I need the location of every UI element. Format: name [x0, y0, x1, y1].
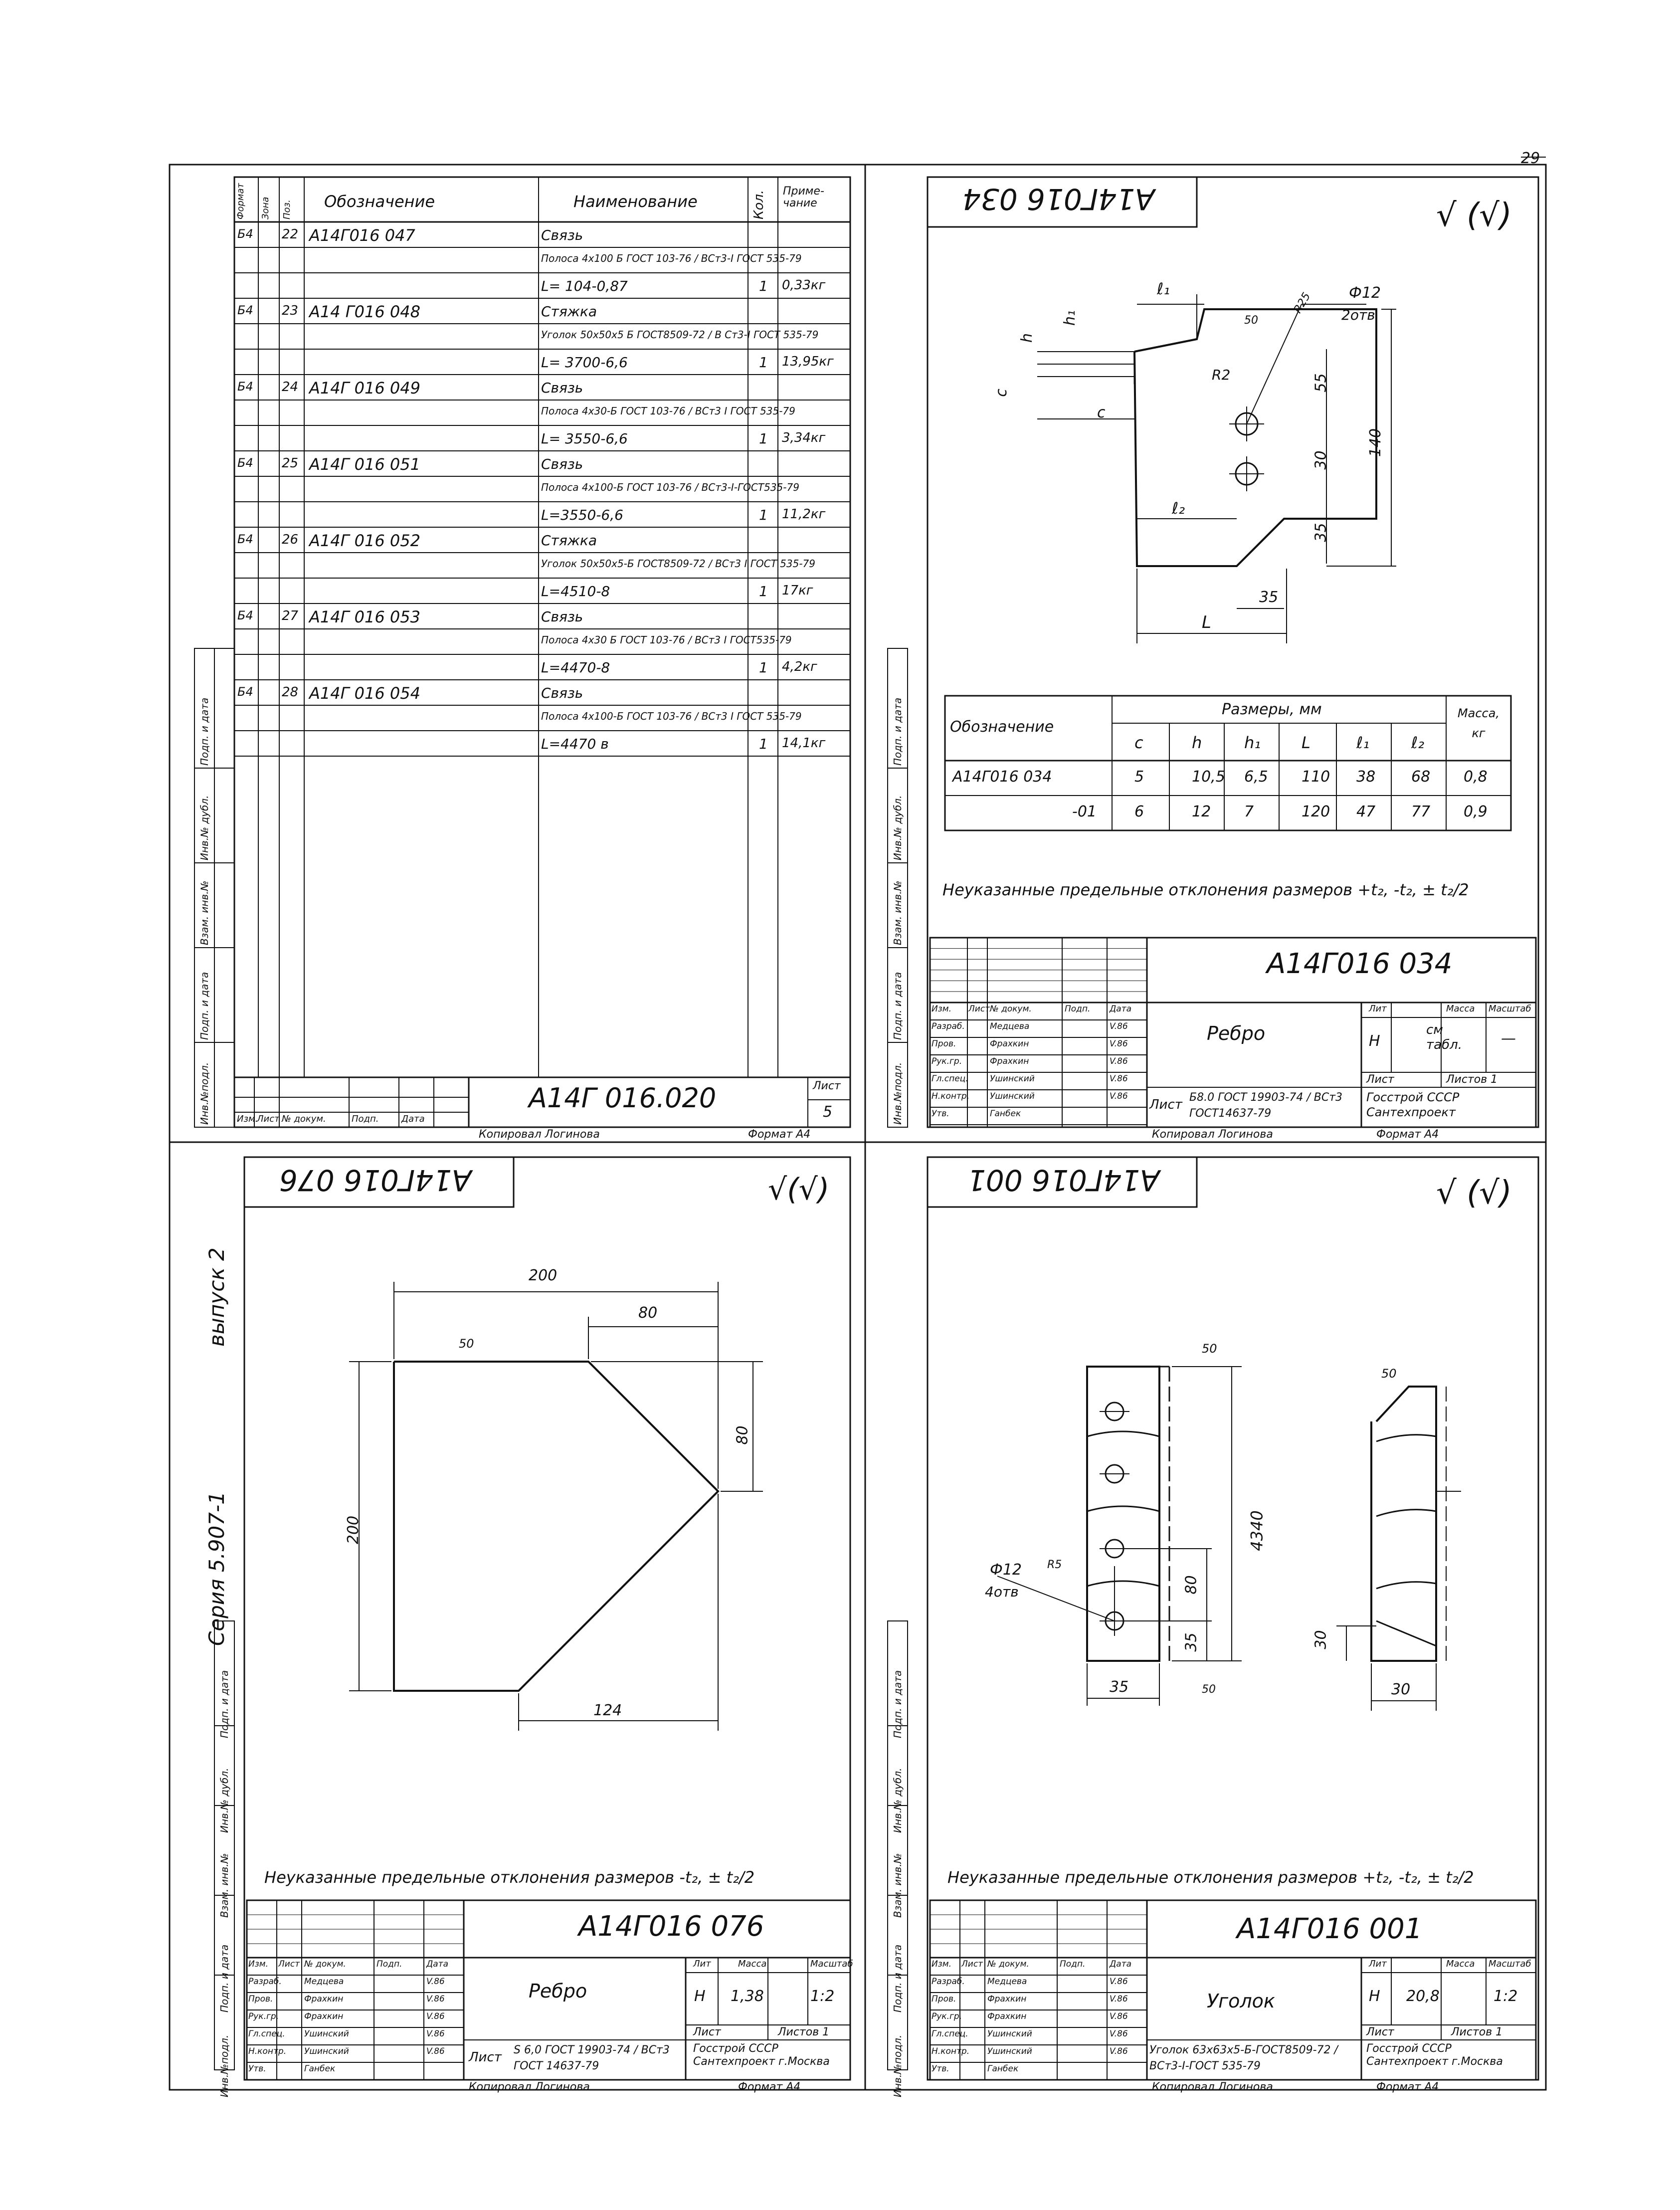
title-block-cell: Изм.	[932, 1004, 951, 1014]
dim-076-top: 200	[529, 1267, 558, 1284]
spec-header-format: Формат	[235, 183, 246, 219]
sheet-034-tolerance-note: Неуказанные предельные отклонения размеров +t₂, -t₂, ± t₂/2	[942, 880, 1469, 899]
spec-cell-format: Б4	[237, 380, 253, 394]
spec-cell-name: Связь	[541, 227, 583, 243]
size-table-col-header: c	[1134, 733, 1143, 752]
sheet-076-tolerance-note: Неуказанные предельные отклонения размеров -t₂, ± t₂/2	[264, 1868, 755, 1887]
spec-cell-qty: 1	[759, 278, 768, 294]
title-block-cell: Лист	[968, 1004, 990, 1014]
title-block-cell: Фрахкин	[990, 1056, 1029, 1066]
size-table-designation: А14Г016 034	[952, 768, 1052, 786]
sheet-001-copied-by: Копировал Логинова	[1152, 2081, 1273, 2093]
spec-cell-qty: 1	[759, 507, 768, 523]
title-block-cell: Медцева	[987, 1977, 1027, 1987]
sheet-076-mirrored-code: А14Г016 076	[279, 1163, 472, 1197]
title-block-cell: № докум.	[304, 1959, 346, 1969]
sheet-076-mass: 1,38	[731, 1988, 764, 2005]
dim-c-top: c	[992, 389, 1010, 397]
binding-label: Подп. и дата	[198, 972, 210, 1040]
spec-format: Формат А4	[748, 1128, 811, 1141]
dim-h1: h₁	[1061, 310, 1079, 326]
size-table-cell: 7	[1244, 803, 1254, 820]
spec-cell-note: 17кг	[782, 583, 813, 598]
title-block-cell: Изм.	[248, 1959, 268, 1969]
sheet-001-mirrored-code: А14Г016 001	[967, 1163, 1160, 1197]
title-block-cell: V.86	[1110, 1977, 1128, 1987]
dim-001-r50-side: 50	[1381, 1367, 1397, 1381]
issue-label: выпуск 2	[204, 1247, 229, 1347]
title-block-cell: V.86	[1110, 1039, 1128, 1049]
title-block-cell: V.86	[1110, 1021, 1128, 1031]
spec-header-note: Приме-чание	[783, 185, 824, 209]
sheet-076-sheet-word: Лист	[469, 2050, 502, 2065]
spec-cell-name: L=4470-8	[541, 659, 610, 676]
size-table-cell: 6,5	[1244, 768, 1268, 786]
sheet-076-part-name: Ребро	[529, 1980, 587, 2002]
size-table-mass: 0,9	[1464, 803, 1488, 820]
dim-140: 140	[1367, 428, 1385, 457]
title-block-cell: V.86	[1110, 2011, 1128, 2021]
sheet-001-format: Формат А4	[1376, 2081, 1439, 2093]
sheet-034-material: Б8.0 ГОСТ 19903-74 / ВСт3 ГОСТ14637-79	[1189, 1091, 1343, 1120]
title-block-cell: Ушинский	[304, 2046, 349, 2056]
dim-r2: R2	[1212, 367, 1231, 383]
title-block-cell: Дата	[1110, 1004, 1132, 1014]
dim-35-horiz: 35	[1259, 589, 1279, 606]
title-block-cell: V.86	[426, 2011, 445, 2021]
spec-cell-designation: А14Г 016 054	[309, 684, 420, 703]
title-block-cell: V.86	[426, 2029, 445, 2039]
dim-001-hole: Ф12	[990, 1561, 1022, 1579]
title-block-cell: Медцева	[304, 1977, 344, 1987]
spec-cell-note: 4,2кг	[782, 659, 817, 674]
sheet-076-title-code: А14Г016 076	[578, 1910, 764, 1943]
title-block-cell: V.86	[1110, 1056, 1128, 1066]
title-block-cell: Подп.	[376, 1959, 402, 1969]
spec-cell-designation: А14 Г016 048	[309, 302, 420, 321]
spec-cell-designation: А14Г 016 053	[309, 607, 420, 626]
spec-cell-note: 11,2кг	[782, 507, 826, 522]
size-table-cell: 77	[1411, 803, 1431, 820]
title-block-cell: Изм.	[932, 1959, 951, 1969]
spec-cell-name: L=4470 в	[541, 736, 609, 752]
size-table-h-mass: Масса, кг	[1457, 706, 1500, 740]
size-table-h-designation: Обозначение	[950, 718, 1054, 736]
title-block-cell: Медцева	[990, 1021, 1030, 1031]
title-block-cell: Н.контр.	[932, 1091, 970, 1101]
series-label: Серия 5.907-1	[204, 1491, 229, 1646]
dim-001-flange: 30	[1312, 1630, 1330, 1649]
title-block-cell: № докум.	[987, 1959, 1029, 1969]
sheet-001-scale: 1:2	[1493, 1988, 1518, 2005]
dim-001-step: 80	[1182, 1575, 1200, 1595]
binding-label: Инв.№ дубл.	[218, 1768, 230, 1833]
binding-label: Подп. и дата	[892, 1670, 904, 1738]
dim-L: L	[1202, 612, 1211, 632]
spec-stamp-col: № докум.	[282, 1114, 326, 1124]
title-block-cell: Ганбек	[990, 1109, 1021, 1119]
title-block-cell: Фрахкин	[304, 1994, 344, 2004]
dim-l2: ℓ₂	[1172, 499, 1185, 518]
size-table-cell: 120	[1302, 803, 1330, 820]
title-block-cell: Ушинский	[987, 2046, 1032, 2056]
sheet-001-part-name: Уголок	[1207, 1990, 1275, 2012]
spec-cell-qty: 1	[759, 583, 768, 600]
spec-header-designation: Обозначение	[324, 192, 435, 211]
size-table-h-sizes: Размеры, мм	[1222, 701, 1322, 718]
spec-stamp-col: Изм.	[237, 1114, 258, 1124]
spec-copied-by: Копировал Логинова	[479, 1128, 600, 1141]
dim-55: 55	[1312, 373, 1330, 393]
sheet-076-org: Госстрой СССР Сантехпроект г.Москва	[693, 2042, 830, 2068]
dim-001-flange2: 30	[1391, 1681, 1411, 1698]
spec-cell-designation: А14Г016 047	[309, 226, 415, 245]
spec-cell-name: L= 3700-6,6	[541, 354, 628, 371]
sheet-076-format: Формат А4	[738, 2081, 801, 2093]
binding-label: Подп. и дата	[218, 1944, 230, 2012]
dim-001-holes: 4отв	[985, 1584, 1019, 1600]
title-block-cell: V.86	[426, 1994, 445, 2004]
dim-076-r50: 50	[459, 1337, 474, 1351]
dim-holes: 2отв	[1341, 307, 1375, 323]
spec-header-name: Наименование	[573, 192, 698, 211]
spec-cell-note: 13,95кг	[782, 354, 834, 369]
size-table-cell: 12	[1192, 803, 1211, 820]
title-block-cell: Разраб.	[932, 1021, 965, 1031]
dim-076-side: 80	[734, 1425, 751, 1445]
spec-stamp-col: Лист	[257, 1114, 280, 1124]
spec-stamp-col: Подп.	[352, 1114, 379, 1124]
dim-001-r50-top: 50	[1202, 1342, 1217, 1356]
sheet-001-hdr-scale: Масштаб	[1489, 1959, 1531, 1969]
sheet-076-scale: 1:2	[810, 1988, 835, 2005]
title-block-cell: Ушинский	[304, 2029, 349, 2039]
spec-cell-name: Связь	[541, 685, 583, 701]
sheet-034-roughness-icon: √ (√)	[1436, 197, 1512, 234]
spec-cell-name: Стяжка	[541, 303, 597, 320]
title-block-cell: Утв.	[932, 2064, 949, 2074]
spec-cell-format: Б4	[237, 303, 253, 317]
title-block-cell: № докум.	[990, 1004, 1032, 1014]
title-block-cell: Рук.гр.	[932, 2011, 962, 2021]
sheet-076-sheet-label: Лист	[693, 2026, 721, 2038]
dim-35-vert: 35	[1312, 523, 1330, 542]
binding-label: Взам. инв.№	[892, 880, 904, 945]
title-block-cell: Пров.	[932, 1994, 956, 2004]
title-block-cell: Фрахкин	[987, 2011, 1027, 2021]
binding-label: Взам. инв.№	[218, 1853, 230, 1918]
sheet-034-scale: —	[1501, 1030, 1516, 1047]
spec-cell-qty: 1	[759, 736, 768, 752]
title-block-cell: Дата	[426, 1959, 449, 1969]
sheet-001-tolerance-note: Неуказанные предельные отклонения размеров +t₂, -t₂, ± t₂/2	[947, 1868, 1474, 1887]
spec-cell-pos: 25	[282, 456, 299, 471]
sheet-076-material: S 6,0 ГОСТ 19903-74 / ВСт3 ГОСТ 14637-79	[514, 2044, 670, 2072]
size-table-col-header: ℓ₁	[1356, 733, 1370, 752]
size-table-cell: 10,5	[1192, 768, 1225, 786]
spec-cell-note: 3,34кг	[782, 430, 826, 445]
binding-label: Взам. инв.№	[198, 880, 210, 945]
binding-label: Подп. и дата	[892, 697, 904, 766]
title-block-cell: Фрахкин	[987, 1994, 1027, 2004]
sheet-076-copied-by: Копировал Логинова	[469, 2081, 590, 2093]
sheet-076-hdr-lit: Лит	[693, 1959, 711, 1969]
size-table-mass: 0,8	[1464, 768, 1488, 786]
sheet-034-sheet-word: Лист	[1149, 1097, 1182, 1112]
dim-l1: ℓ₁	[1157, 279, 1170, 298]
sheet-034-sheet-label: Лист	[1366, 1073, 1394, 1086]
binding-label: Инв.№ дубл.	[892, 1768, 904, 1833]
spec-cell-format: Б4	[237, 227, 253, 241]
sheet-034-mirrored-code: А14Г016 034	[962, 182, 1155, 216]
sheet-001-roughness-icon: √ (√)	[1436, 1175, 1512, 1211]
dim-076-bottom: 124	[593, 1702, 622, 1719]
size-table-designation: -01	[1072, 803, 1097, 820]
sheet-076-roughness-icon: √(√)	[768, 1172, 830, 1207]
sheet-034-hdr-mass: Масса	[1446, 1004, 1475, 1014]
title-block-cell: V.86	[1110, 2046, 1128, 2056]
spec-cell-name: Полоса 4х100 Б ГОСТ 103-76 / ВСт3-I ГОСТ 535-79	[541, 252, 802, 264]
spec-cell-pos: 28	[282, 685, 299, 700]
spec-cell-qty: 1	[759, 659, 768, 676]
binding-label: Инв.№подл.	[892, 1062, 904, 1125]
spec-cell-format: Б4	[237, 532, 253, 546]
sheet-001-title-code: А14Г016 001	[1237, 1913, 1423, 1945]
spec-header-zone: Зона	[260, 197, 271, 219]
title-block-cell: Ушинский	[990, 1091, 1035, 1101]
spec-cell-qty: 1	[759, 430, 768, 447]
title-block-cell: V.86	[1110, 2029, 1128, 2039]
spec-footer-code: А14Г 016.020	[529, 1082, 717, 1114]
sheet-034-title-code: А14Г016 034	[1267, 948, 1453, 980]
title-block-cell: V.86	[426, 2046, 445, 2056]
sheet-001-org: Госстрой СССР Сантехпроект г.Москва	[1366, 2042, 1503, 2068]
spec-cell-designation: А14Г 016 051	[309, 455, 420, 474]
size-table-cell: 68	[1411, 768, 1431, 786]
dim-30: 30	[1312, 450, 1330, 470]
title-block-cell: Н.контр.	[932, 2046, 970, 2056]
spec-cell-pos: 22	[282, 227, 299, 242]
sheet-076-sheets: Листов 1	[778, 2026, 830, 2038]
sheet-001-hdr-lit: Лит	[1369, 1959, 1387, 1969]
title-block-cell: Подп.	[1065, 1004, 1091, 1014]
size-table-col-header: h	[1192, 733, 1202, 752]
title-block-cell: Утв.	[248, 2064, 266, 2074]
binding-label: Инв.№подл.	[892, 2034, 904, 2097]
sheet-034-org: Госстрой СССР Сантехпроект	[1366, 1090, 1460, 1119]
title-block-cell: Фрахкин	[990, 1039, 1029, 1049]
binding-label: Подп. и дата	[892, 972, 904, 1040]
title-block-cell: Лист	[278, 1959, 300, 1969]
spec-cell-designation: А14Г 016 052	[309, 531, 420, 550]
spec-cell-designation: А14Г 016 049	[309, 379, 420, 398]
binding-label: Инв.№подл.	[218, 2034, 230, 2097]
sheet-001-lit: Н	[1369, 1988, 1380, 2005]
title-block-cell: Ганбек	[987, 2064, 1019, 2074]
title-block-cell: V.86	[1110, 1091, 1128, 1101]
binding-label: Подп. и дата	[198, 697, 210, 766]
sheet-001-mass: 20,8	[1406, 1988, 1440, 2005]
title-block-cell: Гл.спец.	[248, 2029, 285, 2039]
sheet-034-sheets: Листов 1	[1446, 1073, 1498, 1086]
dim-r50: 50	[1244, 314, 1258, 327]
title-block-cell: Гл.спец.	[932, 2029, 968, 2039]
sheet-034-hdr-scale: Масштаб	[1489, 1004, 1531, 1014]
binding-label: Инв.№подл.	[198, 1062, 210, 1125]
dim-001-r50-bottom: 50	[1202, 1683, 1216, 1696]
sheet-034-hdr-lit: Лит	[1369, 1004, 1387, 1014]
sheet-076-lit: Н	[694, 1988, 706, 2005]
spec-cell-name: L= 3550-6,6	[541, 430, 628, 447]
title-block-cell: Подп.	[1060, 1959, 1086, 1969]
spec-cell-note: 14,1кг	[782, 736, 826, 751]
size-table-col-header: L	[1302, 733, 1310, 752]
spec-cell-name: Связь	[541, 456, 583, 472]
spec-header-qty: Кол.	[751, 190, 766, 219]
binding-label: Инв.№ дубл.	[892, 795, 904, 860]
sheet-034-mass: см табл.	[1426, 1022, 1462, 1052]
title-block-cell: Фрахкин	[304, 2011, 344, 2021]
spec-cell-name: Связь	[541, 380, 583, 396]
title-block-cell: Ганбек	[304, 2064, 336, 2074]
title-block-cell: V.86	[1110, 1074, 1128, 1084]
dim-076-cut: 80	[638, 1304, 658, 1322]
dim-001-length: 4340	[1247, 1510, 1267, 1551]
size-table-col-header: h₁	[1244, 733, 1261, 752]
title-block-cell: Пров.	[932, 1039, 956, 1049]
spec-cell-name: Полоса 4х30-Б ГОСТ 103-76 / ВСт3 I ГОСТ 535-79	[541, 405, 795, 417]
spec-cell-pos: 24	[282, 380, 299, 395]
title-block-cell: Разраб.	[248, 1977, 282, 1987]
title-block-cell: Н.контр.	[248, 2046, 287, 2056]
title-block-cell: Гл.спец.	[932, 1074, 968, 1084]
spec-cell-pos: 27	[282, 608, 299, 623]
dim-hole: Ф12	[1349, 284, 1381, 302]
size-table-cell: 47	[1356, 803, 1376, 820]
spec-cell-name: Полоса 4х100-Б ГОСТ 103-76 / ВСт3-I-ГОСТ535-79	[541, 481, 799, 493]
sheet-034-format: Формат А4	[1376, 1128, 1439, 1141]
binding-label: Взам. инв.№	[892, 1853, 904, 1918]
spec-cell-qty: 1	[759, 354, 768, 371]
spec-cell-name: Полоса 4х100-Б ГОСТ 103-76 / ВСт3 I ГОСТ 535-79	[541, 710, 802, 722]
dim-001-r25: R5	[1047, 1559, 1062, 1571]
title-block-cell: Лист	[961, 1959, 983, 1969]
spec-cell-name: Уголок 50х50х5 Б ГОСТ8509-72 / В Ст3-I ГОСТ 535-79	[541, 329, 819, 341]
dim-r25: R25	[1291, 290, 1313, 316]
spec-cell-format: Б4	[237, 685, 253, 699]
size-table-cell: 6	[1134, 803, 1144, 820]
title-block-cell: V.86	[426, 1977, 445, 1987]
spec-cell-format: Б4	[237, 456, 253, 470]
sheet-034-copied-by: Копировал Логинова	[1152, 1128, 1273, 1141]
dim-001-end: 35	[1182, 1632, 1200, 1652]
dim-076-height: 200	[345, 1515, 363, 1545]
spec-cell-pos: 26	[282, 532, 299, 547]
binding-label: Инв.№ дубл.	[198, 795, 210, 860]
spec-cell-name: Уголок 50х50х5-Б ГОСТ8509-72 / ВСт3 I ГОСТ 535-79	[541, 558, 815, 570]
size-table-cell: 38	[1356, 768, 1376, 786]
binding-label: Подп. и дата	[892, 1944, 904, 2012]
sheet-001-sheet-label: Лист	[1366, 2026, 1394, 2038]
spec-cell-name: Стяжка	[541, 532, 597, 549]
size-table-col-header: ℓ₂	[1411, 733, 1425, 752]
sheet-076-hdr-scale: Масштаб	[810, 1959, 853, 1969]
sheet-001-material: Уголок 63х63х5-Б-ГОСТ8509-72 / ВСт3-I-ГОСТ 535-79	[1149, 2044, 1338, 2072]
spec-cell-name: Связь	[541, 608, 583, 625]
page-number: 29	[1521, 150, 1540, 167]
dim-001-width: 35	[1110, 1678, 1129, 1696]
spec-cell-name: L=4510-8	[541, 583, 610, 600]
sheet-001-hdr-mass: Масса	[1446, 1959, 1475, 1969]
spec-cell-name: L= 104-0,87	[541, 278, 628, 294]
sheet-034-part-name: Ребро	[1207, 1022, 1266, 1044]
title-block-cell: Дата	[1110, 1959, 1132, 1969]
spec-cell-note: 0,33кг	[782, 278, 826, 293]
title-block-cell: V.86	[1110, 1994, 1128, 2004]
sheet-001-sheets: Листов 1	[1451, 2026, 1503, 2038]
sheet-034-lit: Н	[1369, 1032, 1380, 1050]
spec-sheet-label: Лист	[813, 1080, 841, 1092]
title-block-cell: Пров.	[248, 1994, 273, 2004]
spec-stamp-col: Дата	[401, 1114, 425, 1124]
size-table-cell: 5	[1134, 768, 1144, 786]
title-block-cell: Ушинский	[987, 2029, 1032, 2039]
dim-h: h	[1018, 333, 1036, 343]
title-block-cell: Рук.гр.	[248, 2011, 279, 2021]
dim-c-side: c	[1097, 404, 1106, 421]
title-block-cell: Рук.гр.	[932, 1056, 962, 1066]
sheet-076-hdr-mass: Масса	[738, 1959, 767, 1969]
title-block-cell: Ушинский	[990, 1074, 1035, 1084]
spec-cell-name: Полоса 4х30 Б ГОСТ 103-76 / ВСт3 I ГОСТ535-79	[541, 634, 792, 646]
title-block-cell: Разраб.	[932, 1977, 965, 1987]
spec-cell-pos: 23	[282, 303, 299, 318]
size-table-cell: 110	[1302, 768, 1330, 786]
binding-label: Подп. и дата	[218, 1670, 230, 1738]
spec-cell-name: L=3550-6,6	[541, 507, 623, 523]
spec-header-pos: Поз.	[282, 200, 292, 219]
spec-cell-format: Б4	[237, 608, 253, 622]
title-block-cell: Утв.	[932, 1109, 949, 1119]
spec-sheet-no: 5	[823, 1103, 833, 1121]
